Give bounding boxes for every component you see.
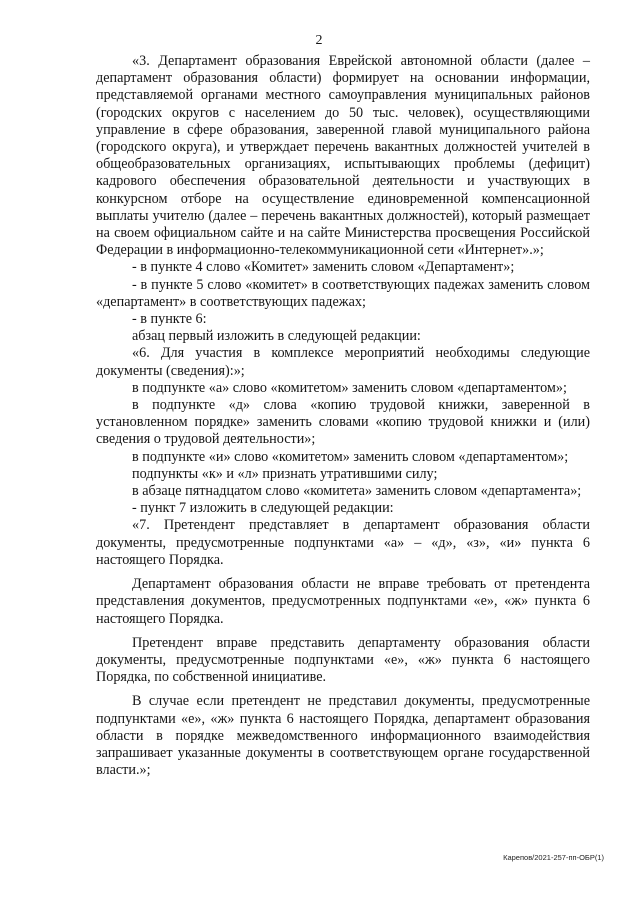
paragraph-9: в подпункте «и» слово «комитетом» заменить словом «департаментом»; xyxy=(132,448,569,465)
paragraph-16: В случае если претендент не представил документы, предусмотренные подпунктами «е», «ж» пункта 6 настоящего Порядка, департамент образования области в порядке межведомственного информационного взаимодействия запрашивает указанные документы в соответствующем органе государственной власти.»; xyxy=(96,693,590,779)
document-body xyxy=(96,53,590,779)
footer-document-code: Карепов/2021-257-пп-ОБР(1) xyxy=(503,853,604,862)
paragraph-1: «3. Департамент образования Еврейской автономной области (далее – департамент образования области) формирует на основании информации, представляемой органами местного самоуправления муниципальных районов (городских округов с населением до 50 тыс. человек), осуществляющими управление в сфере образования, заверенной главой муниципального района (городского округа), и утверждает перечень вакантных должностей учителей в общеобразовательных организациях, испытывающих проблемы (дефицит) кадрового обеспечения образовательной деятельности и участвующих в конкурсном отборе на осуществление единовременной компенсационной выплаты учителю (далее – перечень вакантных должностей), который размещает на своем официальном сайте и на сайте Министерства просвещения Российской Федерации в информационно-телекоммуникационной сети «Интернет».»; xyxy=(96,53,590,259)
paragraph-3: - в пункте 5 слово «комитет» в соответствующих падежах заменить словом «департамент» в соответствующих падежах; xyxy=(96,276,590,310)
paragraph-4: - в пункте 6: xyxy=(132,311,207,328)
paragraph-12: - пункт 7 изложить в следующей редакции: xyxy=(132,500,394,517)
paragraph-7: в подпункте «а» слово «комитетом» заменить словом «департаментом»; xyxy=(132,379,567,396)
paragraph-13: «7. Претендент представляет в департамент образования области документы, предусмотренные подпунктами «а» – «д», «з», «и» пункта 6 настоящего Порядка. xyxy=(96,517,590,568)
paragraph-6: «6. Для участия в комплексе мероприятий необходимы следующие документы (сведения):»; xyxy=(96,345,590,379)
paragraph-14: Департамент образования области не вправе требовать от претендента представления документов, предусмотренных подпунктами «е», «ж» пункта 6 настоящего Порядка. xyxy=(96,576,590,627)
paragraph-2: - в пункте 4 слово «Комитет» заменить словом «Департамент»; xyxy=(132,259,515,276)
paragraph-15: Претендент вправе представить департаменту образования области документы, предусмотренные подпунктами «е», «ж» пункта 6 настоящего Порядка, по собственной инициативе. xyxy=(96,634,590,686)
paragraph-8: в подпункте «д» слова «копию трудовой книжки, заверенной в установленном порядке» заменить словами «копию трудовой книжки и (или) сведения о трудовой деятельности»; xyxy=(96,397,590,448)
page-number: 2 xyxy=(315,33,323,48)
paragraph-11: в абзаце пятнадцатом слово «комитета» заменить словом «департамента»; xyxy=(132,483,582,500)
paragraph-5: абзац первый изложить в следующей редакции: xyxy=(132,328,421,345)
paragraph-10: подпункты «к» и «л» признать утратившими силу; xyxy=(132,465,438,482)
